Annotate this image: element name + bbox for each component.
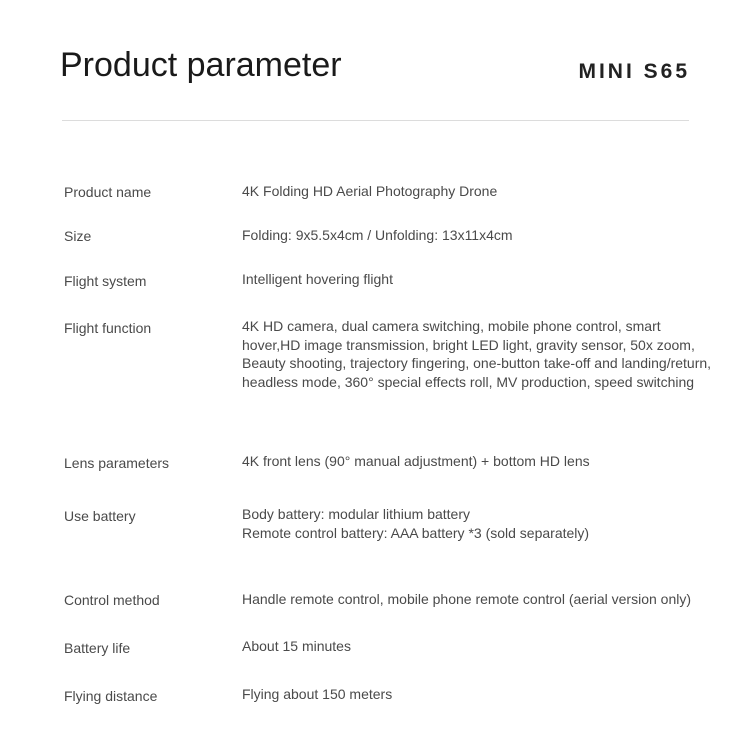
param-label-product-name: Product name bbox=[64, 184, 152, 200]
param-value-flight-function bbox=[242, 317, 712, 391]
param-value-line: Handle remote control, mobile phone remote control (aerial version only) bbox=[242, 591, 691, 607]
param-value-line: Body battery: modular lithium battery bbox=[242, 506, 470, 522]
param-label-control-method: Control method bbox=[64, 592, 160, 608]
param-value-flying-distance bbox=[242, 685, 712, 704]
param-value-line: Flying about 150 meters bbox=[242, 686, 393, 702]
param-label-lens-parameters: Lens parameters bbox=[64, 455, 170, 471]
param-value-flight-system bbox=[242, 270, 712, 289]
param-value-line: About 15 minutes bbox=[242, 638, 351, 654]
param-value-line: Remote control battery: AAA battery *3 (sold separately) bbox=[242, 524, 590, 541]
param-value-line: headless mode, 360° special effects roll, MV production, speed switching bbox=[242, 373, 695, 390]
param-value-line: Intelligent hovering flight bbox=[242, 271, 393, 287]
param-value-line: Beauty shooting, trajectory fingering, one-button take-off and landing/return, bbox=[242, 355, 712, 371]
param-label-flight-system: Flight system bbox=[64, 273, 147, 289]
param-label-size: Size bbox=[64, 228, 92, 244]
param-value-battery-life bbox=[242, 637, 712, 656]
param-value-control-method bbox=[242, 590, 712, 609]
header-divider bbox=[62, 120, 689, 121]
param-label-battery-life: Battery life bbox=[64, 640, 131, 656]
param-label-use-battery: Use battery bbox=[64, 508, 136, 524]
param-value-product-name bbox=[242, 182, 712, 201]
param-value-use-battery bbox=[242, 505, 712, 542]
model-name: MINI S65 bbox=[578, 60, 690, 83]
param-label-flying-distance: Flying distance bbox=[64, 688, 158, 704]
param-value-line: 4K Folding HD Aerial Photography Drone bbox=[242, 183, 498, 199]
param-value-line: 4K HD camera, dual camera switching, mobile phone control, smart bbox=[242, 318, 661, 334]
param-value-size bbox=[242, 226, 712, 245]
page-title: Product parameter bbox=[60, 46, 342, 84]
param-value-line: hover,HD image transmission, bright LED light, gravity sensor, 50x zoom, bbox=[242, 336, 695, 353]
param-label-flight-function: Flight function bbox=[64, 320, 152, 336]
param-value-line: Folding: 9x5.5x4cm / Unfolding: 13x11x4cm bbox=[242, 227, 513, 243]
param-value-lens-parameters bbox=[242, 452, 712, 471]
param-value-line: 4K front lens (90° manual adjustment) + bottom HD lens bbox=[242, 453, 590, 469]
